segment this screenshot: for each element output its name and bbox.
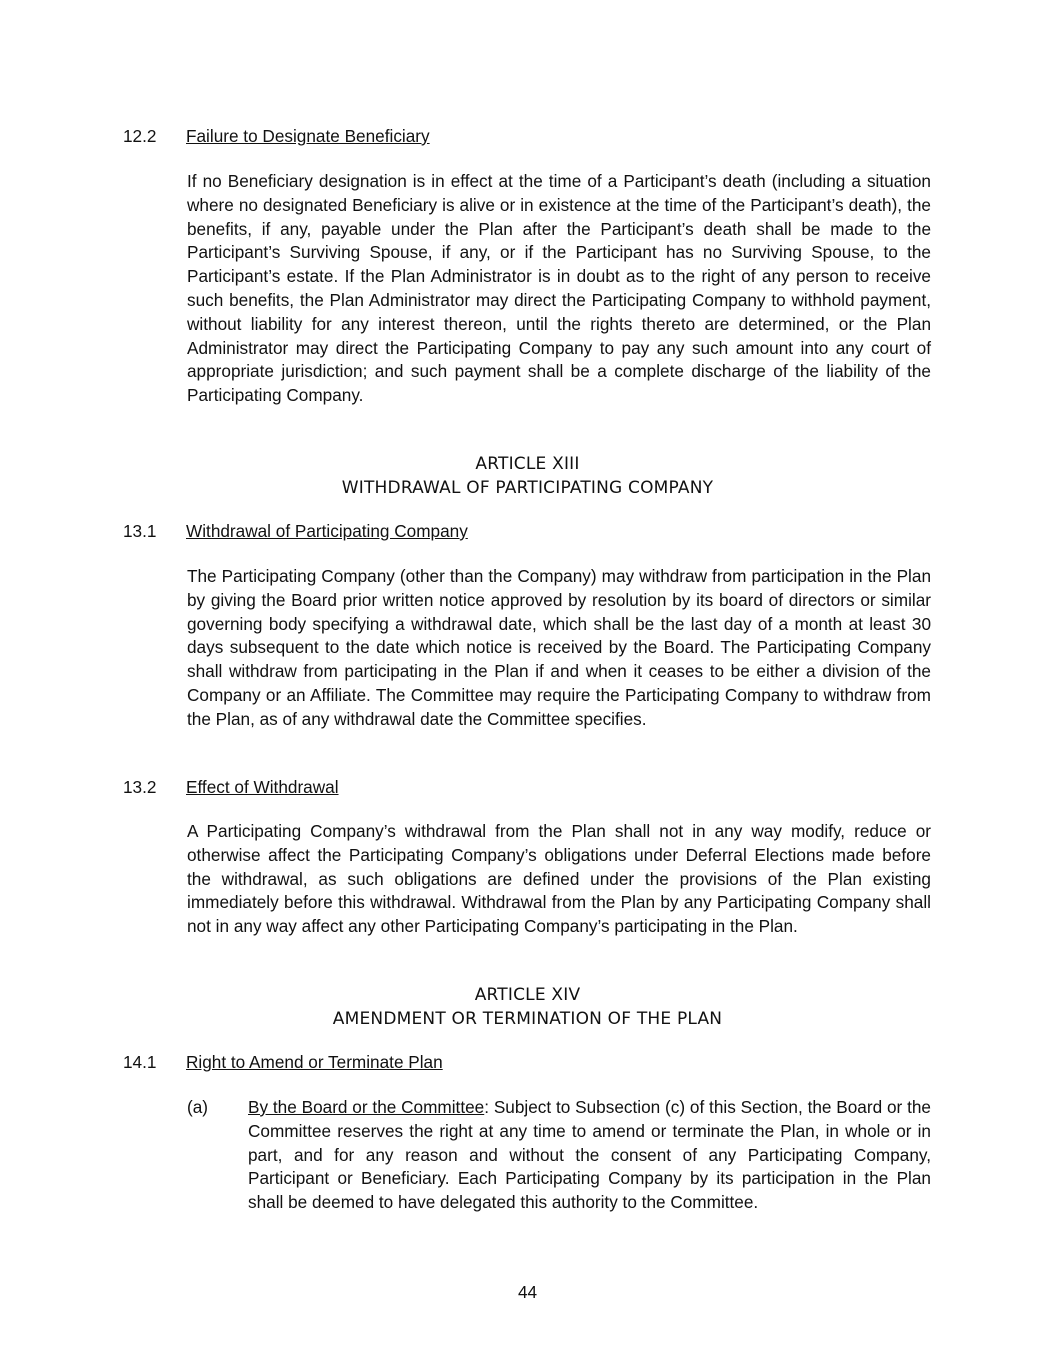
article-title: AMENDMENT OR TERMINATION OF THE PLAN <box>332 1009 723 1029</box>
page-number: 44 <box>517 1282 538 1302</box>
article-title: WITHDRAWAL OF PARTICIPATING COMPANY <box>341 478 714 498</box>
section-heading-13-1 <box>123 520 468 544</box>
section-heading-12-2 <box>123 125 430 149</box>
section-number: 13.1 <box>123 521 157 541</box>
section-title: Failure to Designate Beneficiary <box>186 126 430 146</box>
article-number: ARTICLE XIII <box>475 454 580 474</box>
section-number: 12.2 <box>123 126 157 146</box>
section-title: Withdrawal of Participating Company <box>186 521 468 541</box>
section-heading-13-2 <box>123 776 339 800</box>
section-number: 13.2 <box>123 777 157 797</box>
section-title: Right to Amend or Terminate Plan <box>186 1052 443 1072</box>
article-number: ARTICLE XIV <box>474 985 581 1005</box>
subsection-lead: By the Board or the Committee <box>248 1097 485 1117</box>
subsection-text: : Subject to Subsection (c) of this Section, the Board or the Committee reserves the right at any time to amend or terminate the Plan, in whole or in part, and for any reason and without the consent of any Participating Company, Participant or Beneficiary. Each Participating Company by its participation in the Plan shall be deemed to have delegated this authority to the Committee. <box>248 1097 931 1213</box>
subsection-body <box>248 1096 931 1215</box>
article-heading-13 <box>0 452 1055 500</box>
article-heading-14 <box>0 983 1055 1031</box>
section-number: 14.1 <box>123 1052 157 1072</box>
section-heading-14-1 <box>123 1051 443 1075</box>
section-body-13-1: The Participating Company (other than the Company) may withdraw from participation in the Plan by giving the Board prior written notice approved by resolution by its board of directors or similar governing body specifying a withdrawal date, which shall be the last day of a month at least 30 days subsequent to the date which notice is received by the Board. The Participating Company shall withdraw from participating in the Plan if and when it ceases to be either a division of the Company or an Affiliate. The Committee may require the Participating Company to withdraw from the Plan, as of any withdrawal date the Committee specifies. <box>187 566 931 729</box>
section-title: Effect of Withdrawal <box>186 777 339 797</box>
section-body-12-2: If no Beneficiary designation is in effect at the time of a Participant’s death (including a situation where no designated Beneficiary is alive or in existence at the time of the Participant’s death), the benefits, if any, payable under the Plan after the Participant’s death shall be made to the Participant’s Surviving Spouse, if any, or if the Participant has no Surviving Spouse, to the Participant’s estate. If the Plan Administrator is in doubt as to the right of any person to receive such benefits, the Plan Administrator may direct the Participating Company to withhold payment, without liability for any interest thereon, until the rights thereto are determined, or the Plan Administrator may direct the Participating Company to pay any such amount into any court of appropriate jurisdiction; and such payment shall be a complete discharge of the liability of the Participating Company. <box>187 171 931 406</box>
subsection-label: (a) <box>187 1097 209 1117</box>
section-body-13-2: A Participating Company’s withdrawal from the Plan shall not in any way modify, reduce or otherwise affect the Participating Company’s obligations under Deferral Elections made before the withdrawal, as such obligations are defined under the provisions of the Plan existing immediately before this withdrawal. Withdrawal from the Plan by any Participating Company shall not in any way affect any other Participating Company’s participating in the Plan. <box>187 821 931 937</box>
